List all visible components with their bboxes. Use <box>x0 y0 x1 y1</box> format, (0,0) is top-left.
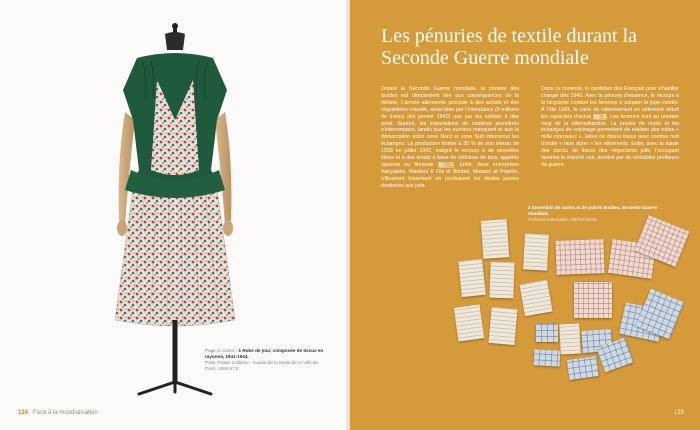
right-page-number: 125 <box>673 410 684 416</box>
ration-cards-photograph <box>450 212 700 412</box>
ration-card <box>458 259 486 297</box>
caption-title: Robe de jour, composée de tissus en rayonne, 1941-1944. <box>205 348 324 359</box>
figure-ref-2[interactable]: fig. 2 <box>593 113 606 120</box>
running-head: Face à la mondialisation <box>33 410 98 416</box>
ration-sheet <box>555 239 604 275</box>
caption-ref: 1 <box>238 348 242 353</box>
ration-card <box>481 219 510 259</box>
ration-stamps <box>534 349 561 366</box>
ration-card <box>489 262 514 299</box>
caption-source: Paris, Palais Galliera – musée de la Mode de la Ville de Paris, 1988.87.6. <box>205 360 319 371</box>
dress-on-mannequin-illustration <box>95 20 255 400</box>
ration-card <box>559 323 581 354</box>
caption-pointer: Page ci-contre : <box>205 348 238 353</box>
col2-text-b: . Les femmes sont au premier rang de la débrouillardise. La presse de mode et les échanges de voisinage permettent de réaliser des robes « mille morceaux », faites de divers tissus avec comme mot d’ordre « faire durer » les vêtements. Enfin, avec la saisie des stocks de tissus des négociants juifs, l’occupant favorise le marché noir, dominé par de véritables profiteurs de guerre. <box>541 113 679 168</box>
docs-caption-source: Archives nationales, AB/XIX/4048. <box>528 217 598 222</box>
col2-text-a: Dans ce contexte, le quotidien des Français pour s’habiller change dès 1940. Avec la pénurie d’essence, le recours à la bicyclette conduit les femmes à adopter la jupe-culotte. À l’été 1941, la carte de rationnement en vêtement réduit les capacités d’achat <box>541 86 679 120</box>
ration-stamps <box>567 356 599 380</box>
photo-caption <box>205 348 325 372</box>
col1-text-a: Durant la Seconde Guerre mondiale, la pénurie des textiles est directement liée aux conséquences de la défaite. L’armée allemande procède à des achats et des réquisitions massifs, aussi bien par l’intendance (5 millions de francs dès janvier 1940) que par les soldats à titre privé. Surtout, les importations de matières premières s’interrompent, tandis que les ouvriers manquent et que la démarcation entre zone Nord et zone Sud interrompt les échanges. La production tombe à 30 % de son niveau de 1938 en juillet 1942, malgré le recours à de nouvelles fibres et à des ersatz à base de cellulose de bois, appelés rayonne ou fibranne <box>381 86 519 168</box>
dress-photograph <box>95 20 255 400</box>
right-page <box>350 0 700 430</box>
ration-sheet <box>574 282 612 318</box>
left-page-number: 124 <box>18 410 29 416</box>
ration-card <box>519 280 552 316</box>
ration-card <box>488 307 517 345</box>
col1-text-b: . Enfin, deux entreprises françaises, Wauters & Fils et Bonbel, Masson et Popelin, s’illustrent tristement en produisant les étoiles jaunes destinées aux juifs. <box>381 161 519 189</box>
page-title: Les pénuries de textile durant la Seconde Guerre mondiale <box>381 25 638 69</box>
figure-ref-1[interactable]: fig. 1 <box>438 161 453 168</box>
body-column-1 <box>381 86 519 190</box>
ration-card <box>523 233 549 270</box>
left-folio <box>18 410 98 416</box>
docs-caption-title: Ensemble de cartes et de points textiles, Seconde Guerre mondiale. <box>528 205 658 216</box>
ration-stamps <box>536 324 558 342</box>
ration-card <box>454 304 484 341</box>
body-column-2 <box>541 86 679 169</box>
docs-caption-ref: 2 <box>528 205 531 210</box>
